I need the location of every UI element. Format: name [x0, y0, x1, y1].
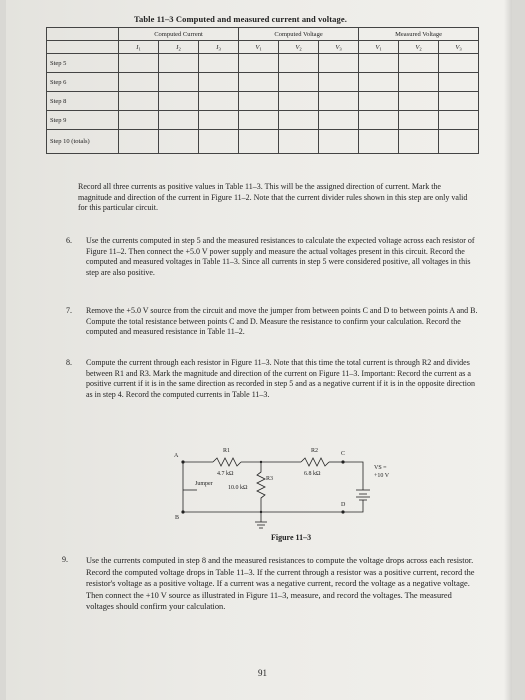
source-label: VS =	[374, 465, 387, 471]
column-header	[359, 41, 399, 54]
step-number-9: 9.	[62, 555, 68, 564]
paragraph-step6: Use the currents computed in step 5 and the measured resistances to calculate the expected voltage across each resistor of Figure 11–2. Then connect the +5.0 V power supply and measure the actual voltages present in this circuit. Record the computed and measured voltages in Table 11–3. Since all currents in step 5 were considered positive, all voltages in this step are also positive.	[86, 236, 475, 277]
row-label: Step 10 (totals)	[47, 130, 119, 154]
row-label: Step 8	[47, 92, 119, 111]
table-cell[interactable]	[319, 130, 359, 154]
table-cell[interactable]	[319, 92, 359, 111]
source-value: +10 V	[374, 473, 390, 479]
table-cell[interactable]	[239, 54, 279, 73]
table-cell[interactable]	[159, 92, 199, 111]
row-label: Step 9	[47, 111, 119, 130]
table-cell[interactable]	[239, 92, 279, 111]
table-cell[interactable]	[439, 130, 479, 154]
column-header	[279, 41, 319, 54]
paragraph-step7: Remove the +5.0 V source from the circuit and move the jumper from between points C and D to between points A and B. Compute the total resistance between points C and D. Measure the resistance to confirm your calculation. Record the computed and measured resistance in Table 11–2.	[86, 306, 478, 336]
step-number-8: 8.	[66, 358, 72, 367]
table-cell[interactable]	[199, 111, 239, 130]
step-number-6: 6.	[66, 236, 72, 245]
column-subscript: 1	[138, 46, 141, 51]
column-subscript: 2	[178, 46, 181, 51]
table-cell[interactable]	[319, 54, 359, 73]
column-header	[439, 41, 479, 54]
table-cell[interactable]	[119, 111, 159, 130]
column-symbol: V	[455, 43, 460, 51]
table-cell[interactable]	[119, 130, 159, 154]
column-header	[319, 41, 359, 54]
table-cell[interactable]	[159, 73, 199, 92]
row-label: Step 6	[47, 73, 119, 92]
column-symbol: V	[415, 43, 420, 51]
node-label-d: D	[341, 502, 346, 508]
group-header-measured-voltage: Measured Voltage	[359, 28, 479, 41]
table-cell[interactable]	[239, 130, 279, 154]
table-cell[interactable]	[159, 111, 199, 130]
document-page	[6, 0, 512, 700]
table-cell[interactable]	[439, 73, 479, 92]
table-cell[interactable]	[359, 73, 399, 92]
column-symbol: I	[136, 43, 139, 51]
table-cell[interactable]	[279, 111, 319, 130]
column-subscript: 1	[379, 46, 382, 51]
column-header	[159, 41, 199, 54]
jumper-label: Jumper	[195, 481, 213, 487]
column-symbol: V	[335, 43, 340, 51]
node-label-a: A	[174, 453, 179, 459]
resistor-label-r1: R1	[223, 448, 231, 454]
page-edge-shadow	[504, 0, 512, 700]
table-row	[47, 111, 479, 130]
table-cell[interactable]	[279, 130, 319, 154]
table-column-header-row	[47, 41, 479, 54]
table-cell[interactable]	[159, 54, 199, 73]
column-symbol: V	[255, 43, 260, 51]
figure-11-3-circuit	[171, 440, 401, 530]
table-row	[47, 130, 479, 154]
table-cell[interactable]	[439, 54, 479, 73]
table-cell[interactable]	[199, 54, 239, 73]
table-cell[interactable]	[399, 111, 439, 130]
table-cell[interactable]	[119, 54, 159, 73]
resistor-value-r2: 6.8 kΩ	[304, 471, 321, 477]
column-header	[239, 41, 279, 54]
row-label: Step 5	[47, 54, 119, 73]
column-subscript: 2	[419, 46, 422, 51]
column-subscript: 2	[299, 46, 302, 51]
table-cell[interactable]	[359, 130, 399, 154]
resistor-label-r2: R2	[311, 448, 319, 454]
column-subscript: 3	[459, 46, 462, 51]
table-title: Table 11–3 Computed and measured current and voltage.	[134, 14, 347, 24]
figure-caption: Figure 11–3	[271, 533, 312, 542]
column-header	[399, 41, 439, 54]
column-symbol: V	[375, 43, 380, 51]
table-cell[interactable]	[199, 92, 239, 111]
table-cell[interactable]	[279, 73, 319, 92]
table-cell[interactable]	[199, 130, 239, 154]
column-subscript: 1	[259, 46, 262, 51]
column-header	[119, 41, 159, 54]
table-cell[interactable]	[199, 73, 239, 92]
table-cell[interactable]	[319, 111, 359, 130]
table-cell[interactable]	[359, 111, 399, 130]
table-cell[interactable]	[399, 73, 439, 92]
table-row	[47, 54, 479, 73]
group-header-computed-current: Computed Current	[119, 28, 239, 41]
table-cell[interactable]	[359, 54, 399, 73]
paragraph-step8: Compute the current through each resistor in Figure 11–3. Note that this time the total current is through R2 and divides between R1 and R3. Mark the magnitude and direction of the current on Figure 11–3. Important: Record the current as a positive current if it is in the same direction as recorded in step 5 and as a negative current if it is in the opposite direction as in step 4. Record the computed currents in Table 11–3.	[86, 358, 475, 399]
table-cell[interactable]	[439, 111, 479, 130]
page-number: 91	[258, 668, 267, 678]
table-cell[interactable]	[279, 92, 319, 111]
table-cell[interactable]	[239, 73, 279, 92]
resistor-label-r3: R3	[266, 476, 274, 482]
node-label-b: B	[175, 515, 180, 521]
table-cell[interactable]	[439, 92, 479, 111]
column-header	[199, 41, 239, 54]
table-group-header-row	[47, 28, 479, 41]
node-label-c: C	[341, 451, 346, 457]
column-subscript: 3	[218, 46, 221, 51]
column-symbol: V	[295, 43, 300, 51]
resistor-value-r1: 4.7 kΩ	[217, 471, 234, 477]
column-symbol: I	[176, 43, 179, 51]
resistor-value-r3: 10.0 kΩ	[228, 485, 248, 491]
column-subscript: 3	[339, 46, 342, 51]
table-cell[interactable]	[119, 73, 159, 92]
table-corner-cell	[47, 28, 119, 41]
results-table	[46, 27, 479, 154]
table-cell[interactable]	[399, 54, 439, 73]
paragraph-step9: Use the currents computed in step 8 and the measured resistances to compute the voltage drops across each resistor. Record the computed voltage drops in Table 11–3. If the current through a resistor was a positive current, record the resistor's voltage as a positive voltage. If a current was a negative current, record the voltage as a negative voltage. Then connect the +10 V source as illustrated in Figure 11–3, measure, and record the voltages. The measured voltages should confirm your calculation.	[86, 556, 475, 611]
group-header-computed-voltage: Computed Voltage	[239, 28, 359, 41]
table-row	[47, 92, 479, 111]
step-number-7: 7.	[66, 306, 72, 315]
table-cell[interactable]	[119, 92, 159, 111]
paragraph-step5-continued: Record all three currents as positive values in Table 11–3. This will be the assigned direction of current. Mark the magnitude and direction of the current in Figure 11–2. Note that the current divider rules shown in this step are only valid for this particular circuit.	[78, 182, 468, 212]
table-cell[interactable]	[399, 130, 439, 154]
table-cell[interactable]	[159, 130, 199, 154]
column-symbol: I	[216, 43, 219, 51]
table-corner-cell	[47, 41, 119, 54]
table-cell[interactable]	[319, 73, 359, 92]
table-row	[47, 73, 479, 92]
table-cell[interactable]	[279, 54, 319, 73]
table-cell[interactable]	[359, 92, 399, 111]
table-cell[interactable]	[239, 111, 279, 130]
table-cell[interactable]	[399, 92, 439, 111]
